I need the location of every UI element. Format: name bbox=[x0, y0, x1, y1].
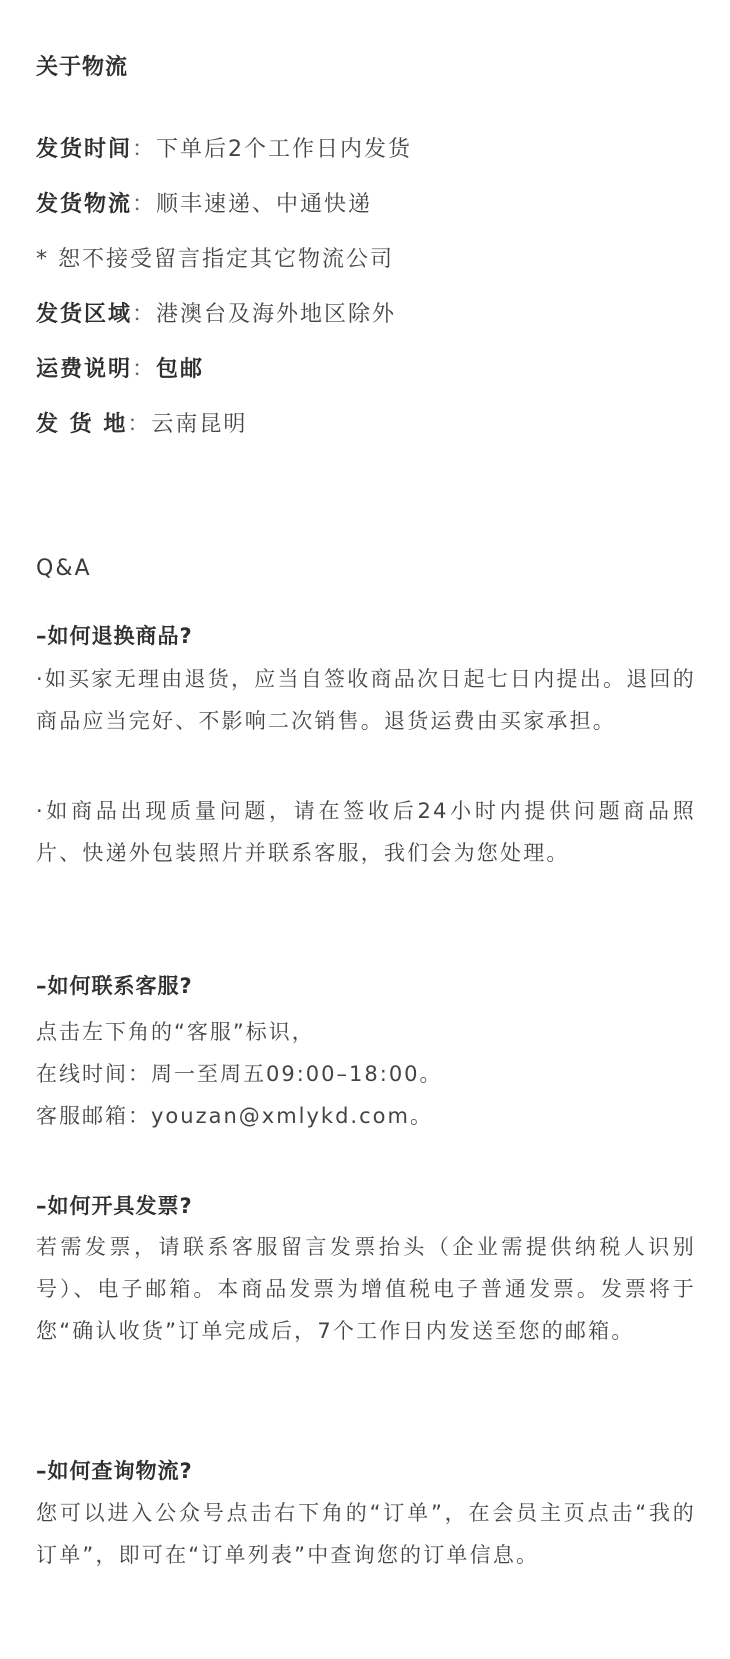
answer-tracking: 您可以进入公众号点击右下角的“订单”，在会员主页点击“我的订单”，即可在“订单列表”中查询您的订单信息。 bbox=[36, 1501, 696, 1567]
ship-time-label: 发货时间 bbox=[36, 137, 133, 162]
separator: ： bbox=[132, 192, 157, 217]
shipping-fee-value: 包邮 bbox=[156, 357, 205, 382]
question-service: –如何联系客服? bbox=[36, 974, 193, 998]
question-return: –如何退换商品? bbox=[36, 624, 193, 648]
separator: ： bbox=[132, 302, 157, 327]
separator: ： bbox=[127, 412, 152, 437]
separator: ： bbox=[132, 137, 157, 162]
question-invoice: –如何开具发票? bbox=[36, 1194, 193, 1218]
service-line-1: 点击左下角的“客服”标识， bbox=[36, 1020, 315, 1044]
region-value: 港澳台及海外地区除外 bbox=[156, 302, 397, 327]
info-row-note bbox=[36, 244, 394, 276]
logistics-title: 关于物流 bbox=[36, 55, 129, 80]
separator: ： bbox=[132, 357, 157, 382]
info-row-shipping-fee bbox=[36, 354, 204, 386]
carrier-note: * 恕不接受留言指定其它物流公司 bbox=[36, 247, 394, 272]
info-row-ship-time bbox=[36, 134, 412, 166]
carrier-label: 发货物流 bbox=[36, 192, 133, 217]
region-label: 发货区域 bbox=[36, 302, 133, 327]
shipping-fee-label: 运费说明 bbox=[36, 357, 133, 382]
answer-return-p1: ·如买家无理由退货，应当自签收商品次日起七日内提出。退回的商品应当完好、不影响二次销售。退货运费由买家承担。 bbox=[36, 667, 696, 733]
info-row-origin bbox=[36, 409, 247, 441]
question-tracking: –如何查询物流? bbox=[36, 1459, 193, 1483]
ship-time-value: 下单后2个工作日内发货 bbox=[156, 137, 413, 162]
service-line-email: 客服邮箱：youzan@xmlykd.com。 bbox=[36, 1104, 433, 1128]
answer-return-p2: ·如商品出现质量问题，请在签收后24小时内提供问题商品照片、快递外包装照片并联系客服，我们会为您处理。 bbox=[36, 799, 696, 865]
carrier-value: 顺丰速递、中通快递 bbox=[156, 192, 373, 217]
qa-heading: Q&A bbox=[36, 556, 92, 581]
info-row-region bbox=[36, 299, 396, 331]
origin-value: 云南昆明 bbox=[151, 412, 248, 437]
service-line-hours: 在线时间：周一至周五09:00–18:00。 bbox=[36, 1062, 443, 1086]
answer-invoice: 若需发票，请联系客服留言发票抬头（企业需提供纳税人识别号）、电子邮箱。本商品发票为增值税电子普通发票。发票将于您“确认收货”订单完成后，7个工作日内发送至您的邮箱。 bbox=[36, 1235, 696, 1343]
info-row-carrier bbox=[36, 189, 372, 221]
origin-label: 发 货 地 bbox=[36, 412, 128, 437]
